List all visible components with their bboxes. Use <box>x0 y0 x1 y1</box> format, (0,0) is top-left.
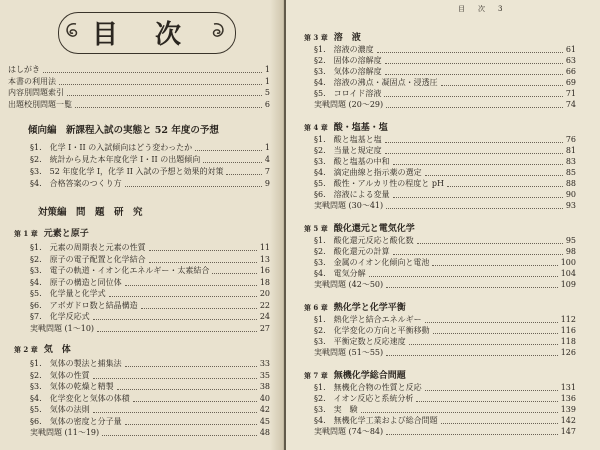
toc-entry-page: 40 <box>259 393 270 403</box>
toc-entry-page: 11 <box>259 243 270 252</box>
toc-entry-page: 95 <box>565 236 576 245</box>
swirl-right-icon <box>208 20 228 40</box>
toc-entry-page: 90 <box>565 190 576 199</box>
chapter-title: 熱化学と化学平衡 <box>333 303 406 313</box>
toc-entry-page: 131 <box>560 383 576 392</box>
leader-dots <box>433 333 558 334</box>
section-heading: 傾向編 新課程入試の実態と 52 年度の予想 <box>28 125 219 136</box>
toc-entry-label: §3. 気体の乾燥と精製 <box>30 382 114 391</box>
leader-dots <box>125 285 257 286</box>
toc-entry-label: 実戦問題 (74〜84) <box>314 427 384 436</box>
toc-entry-page: 98 <box>565 247 576 256</box>
toc-entry-label: §4. 溶液の沸点・凝固点・浸透圧 <box>314 78 438 87</box>
toc-entry <box>8 64 270 76</box>
leader-dots <box>212 273 256 274</box>
toc-entry <box>30 393 270 405</box>
toc-entry-label: 実戦問題 (20〜29) <box>314 100 384 109</box>
toc-entry-label: §3. 電子の軌道・イオン化エネルギー・太素結合 <box>30 266 210 275</box>
toc-entry <box>30 277 270 289</box>
chapter-title: 元素と原子 <box>43 229 89 239</box>
leader-dots <box>386 434 558 435</box>
toc-entry-page: 116 <box>560 326 576 335</box>
toc-entry <box>30 427 270 439</box>
toc-entry-page: 6 <box>264 99 270 109</box>
toc-entry <box>30 178 270 190</box>
toc-entry-label: §2. 統計から見た本年度化学 I・II の出題傾向 <box>30 155 201 164</box>
toc-entry <box>314 279 576 291</box>
leader-dots <box>117 389 257 390</box>
toc-entry-label: §2. イオン反応と系統分析 <box>314 394 414 403</box>
toc-entry-label: §6. 気体の密度と分子量 <box>30 416 122 426</box>
toc-entry-label: §5. コロイド溶液 <box>314 89 382 98</box>
toc-entry <box>30 166 270 178</box>
toc-entry <box>30 416 270 428</box>
toc-entry-label: §3. 酸と塩基の中和 <box>314 157 390 166</box>
leader-dots <box>97 331 257 332</box>
toc-entry-page: 88 <box>565 179 576 188</box>
toc-entry-page: 33 <box>259 359 270 368</box>
toc-entry-page: 109 <box>560 280 576 289</box>
toc-entry-label: 実戦問題 (42〜50) <box>314 280 384 289</box>
leader-dots <box>93 412 257 413</box>
page-title: 目 次 <box>92 20 196 50</box>
leader-dots <box>432 265 557 266</box>
toc-entry-label: §3. 金属のイオン化傾向と電池 <box>314 258 430 267</box>
toc-entry <box>8 76 270 88</box>
toc-entry-page: 83 <box>565 157 576 166</box>
toc-entry-label: §5. 酸性・アルカリ性の程度と pH <box>314 179 444 188</box>
chapter-heading <box>304 221 415 234</box>
leader-dots <box>393 254 563 255</box>
toc-entry-label: §4. 合格答案のつくり方 <box>30 179 122 188</box>
leader-dots <box>149 262 257 263</box>
toc-entry-label: §1. 酸と塩基と塩 <box>314 135 382 144</box>
toc-entry-page: 5 <box>264 88 270 97</box>
toc-entry-label: §1. 元素の周期表と元素の性質 <box>30 243 146 252</box>
toc-entry-label: §4. 無機化学工業および総合問題 <box>314 416 438 425</box>
leader-dots <box>417 243 563 244</box>
chapter-title: 無機化学総合問題 <box>333 371 406 381</box>
chapter-title: 気 体 <box>43 345 71 355</box>
toc-entry-page: 76 <box>565 135 576 144</box>
toc-entry-label: §2. 原子の電子配置と化学結合 <box>30 254 146 264</box>
toc-entry-page: 27 <box>259 323 270 333</box>
toc-entry <box>314 426 576 438</box>
toc-entry <box>30 142 270 154</box>
toc-entry-label: §4. 電気分解 <box>314 269 366 278</box>
leader-dots <box>425 322 558 323</box>
toc-entry <box>30 323 270 335</box>
leader-dots <box>385 63 563 64</box>
toc-entry <box>30 404 270 416</box>
chapter-heading <box>304 30 361 43</box>
toc-entry <box>314 347 576 359</box>
toc-entry-label: §3. 実 験 <box>314 405 358 414</box>
leader-dots <box>125 424 257 425</box>
swirl-left-icon <box>62 20 82 40</box>
leader-dots <box>386 355 558 356</box>
toc-entry-label: 実戦問題 (11〜19) <box>30 428 100 437</box>
chapter-heading <box>304 300 406 313</box>
leader-dots <box>386 287 558 288</box>
leader-dots <box>409 344 558 345</box>
toc-entry-label: §2. 酸化還元の計算 <box>314 247 390 256</box>
leader-dots <box>102 435 257 436</box>
toc-entry-page: 112 <box>560 315 576 324</box>
chapter-number: 第 4 章 <box>304 123 328 132</box>
toc-entry-page: 1 <box>264 143 270 152</box>
leader-dots <box>386 107 563 108</box>
toc-entry-label: 内容別問題索引 <box>8 88 64 97</box>
toc-entry-page: 22 <box>259 300 270 310</box>
toc-entry <box>30 300 270 312</box>
leader-dots <box>59 84 262 85</box>
toc-entry-label: §5. 気体の法則 <box>30 405 90 414</box>
chapter-title: 溶 液 <box>333 33 361 43</box>
toc-entry-page: 85 <box>565 168 576 177</box>
left-page <box>0 0 292 450</box>
toc-entry-label: §7. 化学反応式 <box>30 312 90 321</box>
leader-dots <box>149 250 257 251</box>
leader-dots <box>385 74 563 75</box>
chapter-heading <box>304 368 406 381</box>
chapter-heading <box>304 120 388 133</box>
leader-dots <box>425 175 563 176</box>
toc-entry-label: §1. 無機化合物の性質と反応 <box>314 383 422 392</box>
chapter-title: 酸化還元と電気化学 <box>333 224 415 234</box>
toc-entry-page: 18 <box>259 277 270 287</box>
chapter-number: 第 3 章 <box>304 33 328 42</box>
toc-entry-page: 126 <box>560 348 576 357</box>
leader-dots <box>447 186 563 187</box>
toc-entry-page: 9 <box>264 179 270 188</box>
toc-entry-label: §5. 化学量と化学式 <box>30 289 106 298</box>
toc-entry-label: §6. 溶液による変量 <box>314 190 390 199</box>
toc-entry-page: 63 <box>565 56 576 65</box>
chapter-number: 第 7 章 <box>304 371 328 380</box>
leader-dots <box>125 366 257 367</box>
toc-entry-label: §3. 平衡定数と反応速度 <box>314 337 406 346</box>
toc-entry <box>314 200 576 212</box>
leader-dots <box>361 412 558 413</box>
leader-dots <box>416 401 557 402</box>
leader-dots <box>425 390 558 391</box>
toc-entry <box>8 99 270 111</box>
toc-entry-page: 104 <box>560 269 576 278</box>
toc-entry-label: 実戦問題 (30〜41) <box>314 201 384 210</box>
leader-dots <box>67 95 262 96</box>
toc-entry-label: §4. 原子の構造と同位体 <box>30 277 122 287</box>
toc-entry-page: 100 <box>560 258 576 267</box>
toc-entry-page: 147 <box>560 427 576 436</box>
toc-entry <box>30 254 270 266</box>
section-heading: 対策編 問 題 研 究 <box>38 207 143 218</box>
toc-entry <box>30 358 270 370</box>
toc-entry-page: 16 <box>259 266 270 275</box>
toc-entry <box>30 242 270 254</box>
toc-entry-page: 61 <box>565 45 576 54</box>
toc-entry-page: 42 <box>259 405 270 414</box>
toc-entry-label: §1. 熱化学と結合エネルギー <box>314 315 422 324</box>
leader-dots <box>385 153 563 154</box>
toc-entry <box>30 154 270 166</box>
leader-dots <box>369 276 558 277</box>
toc-entry-label: §2. 当量と規定度 <box>314 146 382 155</box>
toc-entry-label: §2. 固体の溶解度 <box>314 56 382 65</box>
leader-dots <box>386 208 563 209</box>
toc-entry-label: §1. 化学 I・II の入試傾向はどう変わったか <box>30 143 193 152</box>
leader-dots <box>195 150 262 151</box>
toc-entry-page: 38 <box>259 382 270 391</box>
leader-dots <box>141 308 257 309</box>
leader-dots <box>133 401 257 402</box>
toc-entry-label: §3. 52 年度化学 I，化学 II 入試の予想と効果的対策 <box>30 167 224 176</box>
leader-dots <box>393 197 563 198</box>
leader-dots <box>441 85 563 86</box>
toc-entry-label: §1. 酸化還元反応と酸化数 <box>314 236 414 245</box>
toc-entry-label: 出題校別問題一覧 <box>8 99 72 109</box>
leader-dots <box>393 164 563 165</box>
toc-entry-label: 実戦問題 (51〜55) <box>314 348 384 357</box>
toc-entry-label: §6. アボガドロ数と結晶構造 <box>30 300 138 310</box>
toc-entry-page: 136 <box>560 394 576 403</box>
toc-entry-page: 81 <box>565 146 576 155</box>
leader-dots <box>384 96 562 97</box>
chapter-number: 第 6 章 <box>304 303 328 312</box>
toc-entry-label: §1. 気体の製法と捕集法 <box>30 359 122 368</box>
toc-entry <box>30 311 270 323</box>
toc-entry <box>8 87 270 99</box>
chapter-number: 第 5 章 <box>304 224 328 233</box>
toc-entry-label: §2. 化学変化の方向と平衡移動 <box>314 326 430 335</box>
leader-dots <box>109 296 257 297</box>
leader-dots <box>203 162 262 163</box>
toc-entry-page: 35 <box>259 370 270 380</box>
toc-entry-page: 1 <box>264 76 270 86</box>
running-head: 目 次 3 <box>458 5 506 13</box>
toc-entry-label: §4. 滴定曲線と指示薬の選定 <box>314 168 422 177</box>
toc-entry <box>30 370 270 382</box>
leader-dots <box>93 378 257 379</box>
leader-dots <box>75 107 262 108</box>
toc-entry-label: 本書の利用法 <box>8 76 56 86</box>
leader-dots <box>441 423 558 424</box>
toc-entry-page: 45 <box>259 416 270 426</box>
toc-entry-page: 13 <box>259 254 270 264</box>
toc-entry-page: 142 <box>560 416 576 425</box>
toc-entry-page: 66 <box>565 67 576 76</box>
toc-entry <box>30 288 270 300</box>
toc-entry <box>30 265 270 277</box>
leader-dots <box>125 186 262 187</box>
leader-dots <box>377 52 563 53</box>
chapter-heading <box>14 226 89 239</box>
chapter-number: 第 1 章 <box>14 229 38 238</box>
toc-entry-page: 24 <box>259 312 270 321</box>
chapter-heading <box>14 342 71 355</box>
toc-entry-page: 4 <box>264 155 270 164</box>
toc-entry-page: 20 <box>259 289 270 298</box>
chapter-number: 第 2 章 <box>14 345 38 354</box>
toc-entry-page: 139 <box>560 405 576 414</box>
toc-entry-page: 48 <box>259 428 270 437</box>
toc-entry-label: 実戦問題 (1〜10) <box>30 323 95 333</box>
toc-entry <box>30 381 270 393</box>
right-page <box>286 0 600 450</box>
toc-entry-page: 7 <box>264 167 270 176</box>
toc-entry-page: 93 <box>565 201 576 210</box>
toc-entry-label: §2. 気体の性質 <box>30 370 90 380</box>
chapter-title: 酸・塩基・塩 <box>333 123 388 133</box>
toc-entry-page: 74 <box>565 100 576 109</box>
toc-entry-page: 71 <box>565 89 576 98</box>
leader-dots <box>43 72 262 73</box>
leader-dots <box>93 319 257 320</box>
leader-dots <box>226 174 261 175</box>
toc-entry-label: §1. 溶液の濃度 <box>314 45 374 54</box>
toc-entry-label: §4. 化学変化と気体の体積 <box>30 393 130 403</box>
toc-entry-page: 69 <box>565 78 576 87</box>
toc-entry-page: 118 <box>560 337 576 346</box>
toc-entry-label: §3. 気体の溶解度 <box>314 67 382 76</box>
leader-dots <box>385 142 563 143</box>
toc-entry-label: はしがき <box>8 65 40 74</box>
toc-entry <box>314 99 576 111</box>
toc-entry-page: 1 <box>264 65 270 74</box>
